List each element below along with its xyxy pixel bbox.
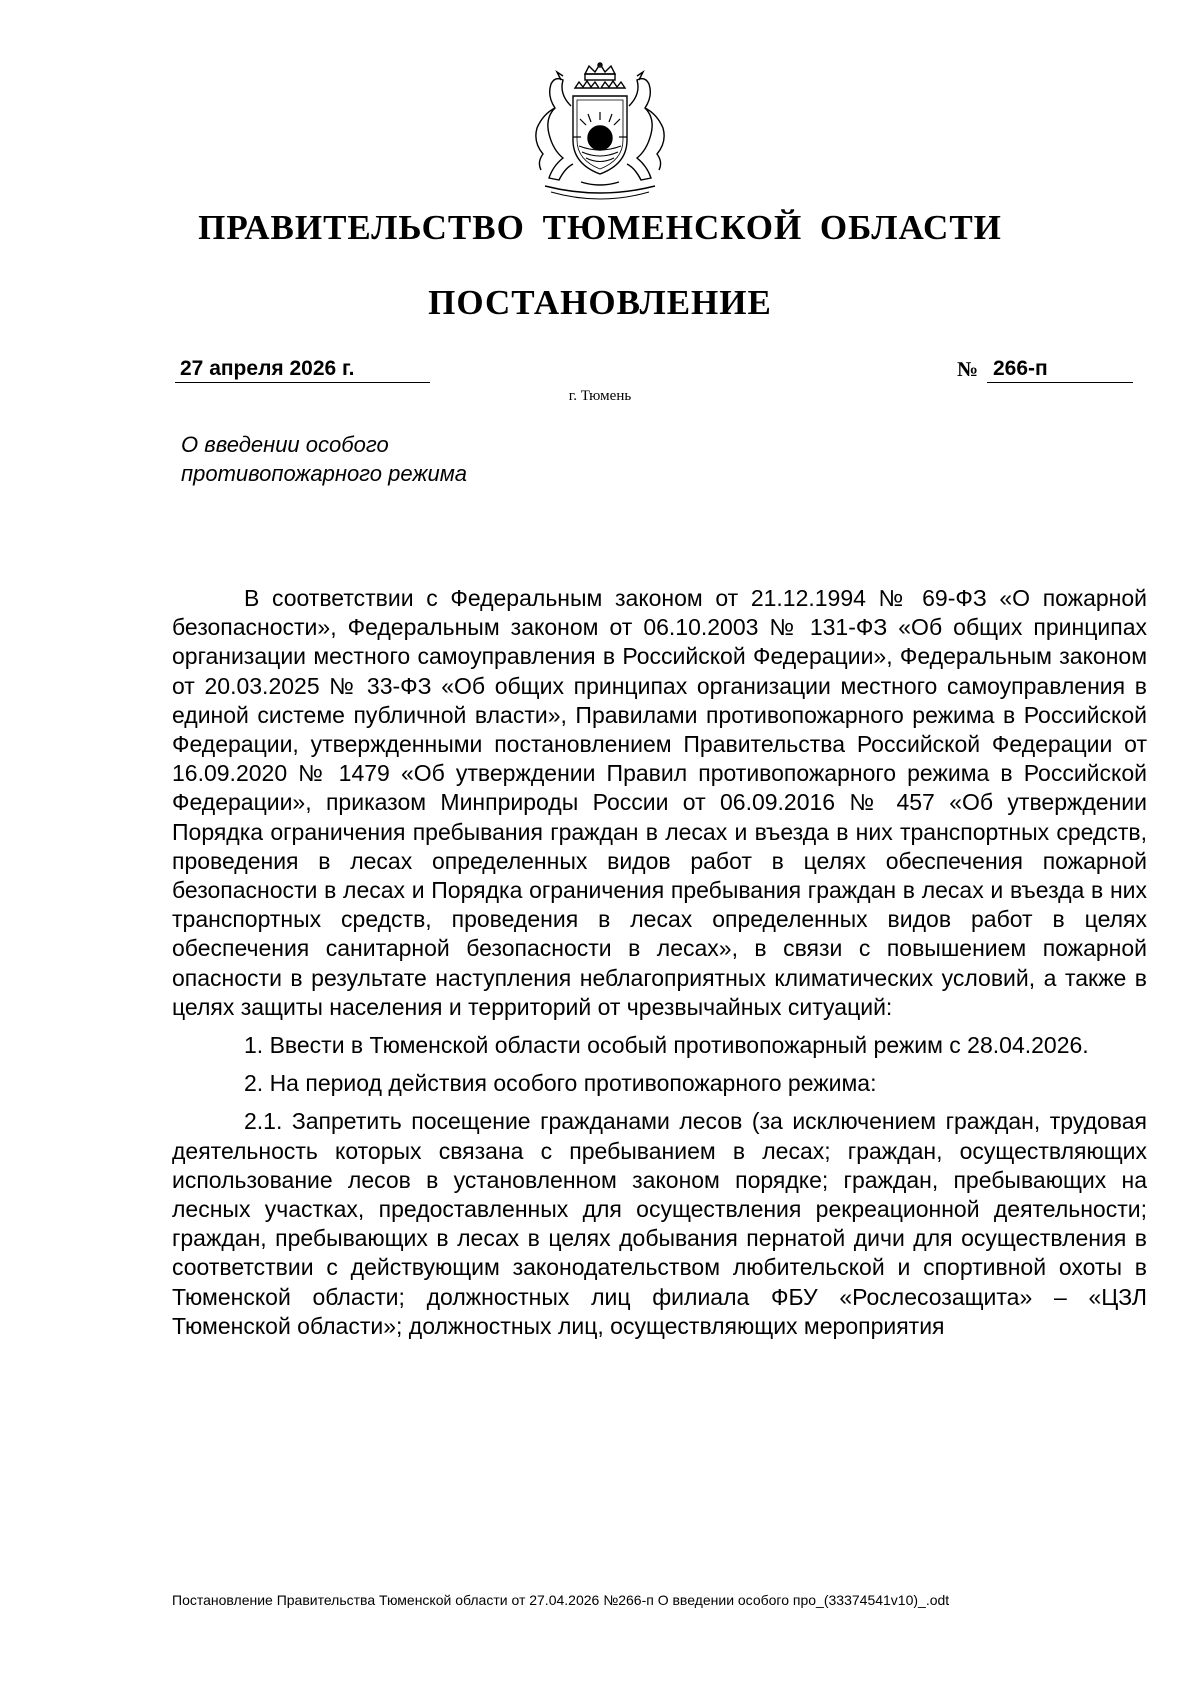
document-date: 27 апреля 2026 г. [175,357,430,383]
document-subject [181,430,601,488]
item-2-paragraph: 2. На период действия особого противопожарного режима: [244,1070,877,1097]
document-type-title: ПОСТАНОВЛЕНИЕ [428,283,772,322]
city-line: г. Тюмень [568,388,632,404]
document-number-field [957,357,1133,383]
item-2-1-paragraph: 2.1. Запретить посещение гражданами лесов (за исключением граждан, трудовая деятельность которых связана с пребыванием в лесах; граждан, осуществляющих использование лесов в установленном законом порядке; граждан, пребывающих на лесных участках, предоставленных для осуществления рекреационной деятельности; граждан, пребывающих в лесах в целях добывания пернатой дичи для осуществления в соответствии с действующим законодательством любительской и спортивной охоты в Тюменской области; должностных лиц филиала ФБУ «Рослесозащита» – «ЦЗЛ Тюменской области»; должностных лиц, осуществляющих мероприятия [172,1108,1147,1339]
footer-filename: Постановление Правительства Тюменской области от 27.04.2026 №266-п О введении особого про_(33374541v10)_.odt [172,1592,950,1608]
subject-line-1: О введении особого [181,432,389,457]
government-title: ПРАВИТЕЛЬСТВО ТЮМЕНСКОЙ ОБЛАСТИ [198,208,1002,247]
preamble-paragraph: В соответствии с Федеральным законом от 21.12.1994 № 69-ФЗ «О пожарной безопасности», Федеральным законом от 06.10.2003 № 131-ФЗ «Об общих принципах организации местного самоуправления в Российской Федерации», Федеральным законом от 20.03.2025 № 33-ФЗ «Об общих принципах организации местного самоуправления в единой системе публичной власти», Правилами противопожарного режима в Российской Федерации, утвержденными постановлением Правительства Российской Федерации от 16.09.2020 № 1479 «Об утверждении Правил противопожарного режима в Российской Федерации», приказом Минприроды России от 06.09.2016 № 457 «Об утверждении Порядка ограничения пребывания граждан в лесах и въезда в них транспортных средств, проведения в лесах определенных видов работ в целях обеспечения пожарной безопасности в лесах и Порядка ограничения пребывания граждан в лесах и въезда в них транспортных средств, проведения в лесах определенных видов работ в целях обеспечения санитарной безопасности в лесах», в связи с повышением пожарной опасности в результате наступления неблагоприятных климатических условий, а также в целях защиты населения и территорий от чрезвычайных ситуаций: [172,585,1147,1020]
document-body [172,584,1147,1341]
coat-of-arms-icon [515,62,685,212]
document-number: 266-п [987,357,1133,383]
item-1-paragraph: 1. Ввести в Тюменской области особый противопожарный режим с 28.04.2026. [244,1032,1089,1059]
subject-line-2: противопожарного режима [181,461,468,486]
number-sign: № [957,357,979,381]
